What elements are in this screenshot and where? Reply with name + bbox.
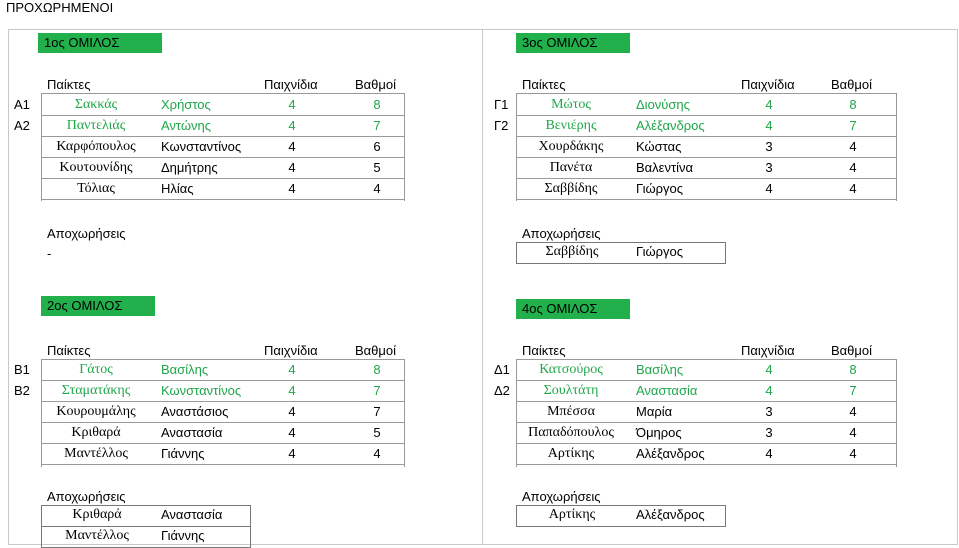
player-last-name: Σαββίδης: [544, 181, 598, 196]
games-count: 3: [765, 425, 773, 440]
player-first-name: Κώστας: [636, 139, 682, 154]
player-last-name: Καρφόπουλος: [56, 139, 136, 154]
points-count: 7: [373, 118, 381, 133]
games-count: 4: [288, 425, 296, 440]
player-first-name: Όμηρος: [636, 425, 682, 440]
games-count: 3: [765, 139, 773, 154]
player-last-name: Κατσούρος: [539, 362, 603, 377]
player-first-name: Αναστάσιος: [161, 404, 229, 419]
player-last-name: Τόλιας: [77, 181, 115, 196]
player-last-name: Μαντέλλος: [64, 446, 128, 461]
player-last-name: Σακκάς: [74, 97, 118, 112]
player-last-name: Παπαδόπουλος: [528, 425, 614, 440]
games-count: 4: [288, 181, 296, 196]
player-first-name: Γιάννης: [161, 446, 205, 461]
qualifier-code: Δ1: [494, 362, 510, 377]
header-players: Παίκτες: [522, 77, 566, 92]
withdrawals-label: Αποχωρήσεις: [47, 226, 126, 241]
games-count: 4: [288, 97, 296, 112]
group-banner: 4ος ΟΜΙΛΟΣ: [516, 299, 630, 319]
games-count: 4: [765, 118, 773, 133]
withdrawn-last-name: Μαντέλλος: [65, 528, 129, 543]
games-count: 4: [765, 383, 773, 398]
player-first-name: Αλέξανδρος: [636, 446, 705, 461]
player-first-name: Αναστασία: [161, 425, 223, 440]
player-first-name: Αλέξανδρος: [636, 118, 705, 133]
qualifier-code: Α2: [14, 118, 30, 133]
header-points: Βαθμοί: [355, 77, 397, 92]
points-count: 5: [373, 160, 381, 175]
withdrawals-label: Αποχωρήσεις: [522, 226, 601, 241]
player-first-name: Βαλεντίνα: [636, 160, 694, 175]
qualifier-code: Α1: [14, 97, 30, 112]
games-count: 4: [288, 446, 296, 461]
games-count: 4: [765, 446, 773, 461]
points-count: 7: [373, 404, 381, 419]
points-count: 4: [849, 160, 857, 175]
games-count: 4: [288, 118, 296, 133]
points-count: 7: [849, 383, 857, 398]
header-points: Βαθμοί: [355, 343, 397, 358]
table-border: [41, 93, 404, 94]
withdrawn-first-name: Γιάννης: [161, 528, 205, 543]
header-points: Βαθμοί: [831, 343, 873, 358]
withdrawals-label: Αποχωρήσεις: [522, 489, 601, 504]
points-count: 6: [373, 139, 381, 154]
player-first-name: Διονύσης: [636, 97, 690, 112]
points-count: 8: [849, 97, 857, 112]
player-first-name: Βασίλης: [161, 362, 209, 377]
player-last-name: Αρτίκης: [547, 446, 595, 461]
withdrawals-none: -: [47, 246, 52, 261]
player-first-name: Αντώνης: [161, 118, 212, 133]
qualifier-code: Γ1: [494, 97, 509, 112]
games-count: 4: [288, 160, 296, 175]
points-count: 4: [373, 181, 381, 196]
player-last-name: Βενιέρης: [545, 118, 597, 133]
withdrawn-first-name: Γιώργος: [636, 244, 684, 259]
points-count: 8: [373, 362, 381, 377]
player-first-name: Μαρία: [636, 404, 673, 419]
withdrawals-label: Αποχωρήσεις: [47, 489, 126, 504]
header-players: Παίκτες: [47, 343, 91, 358]
header-games: Παιχνίδια: [264, 77, 318, 92]
qualifier-code: Γ2: [494, 118, 509, 133]
player-last-name: Σουλτάτη: [543, 383, 599, 398]
table-border: [404, 93, 405, 201]
games-count: 4: [288, 139, 296, 154]
header-players: Παίκτες: [522, 343, 566, 358]
points-count: 7: [373, 383, 381, 398]
withdrawn-last-name: Αρτίκης: [548, 507, 596, 522]
games-count: 4: [765, 362, 773, 377]
player-last-name: Πανέτα: [549, 160, 593, 175]
withdrawn-last-name: Κριθαρά: [72, 507, 122, 522]
points-count: 4: [849, 425, 857, 440]
group-banner: 3ος ΟΜΙΛΟΣ: [516, 33, 630, 53]
player-last-name: Μώτος: [551, 97, 591, 112]
player-first-name: Βασίλης: [636, 362, 684, 377]
player-last-name: Κουτουνίδης: [59, 160, 133, 175]
player-last-name: Χουρδάκης: [538, 139, 604, 154]
games-count: 4: [765, 181, 773, 196]
header-points: Βαθμοί: [831, 77, 873, 92]
points-count: 4: [849, 181, 857, 196]
withdrawn-last-name: Σαββίδης: [545, 244, 599, 259]
points-count: 7: [849, 118, 857, 133]
games-count: 3: [765, 160, 773, 175]
games-count: 4: [288, 362, 296, 377]
points-count: 8: [373, 97, 381, 112]
player-first-name: Δημήτρης: [161, 160, 218, 175]
table-border: [516, 93, 896, 94]
qualifier-code: Δ2: [494, 383, 510, 398]
games-count: 4: [765, 97, 773, 112]
table-border: [404, 359, 405, 467]
player-last-name: Μπέσσα: [547, 404, 595, 419]
player-last-name: Σταματάκης: [61, 383, 131, 398]
qualifier-code: Β2: [14, 383, 30, 398]
points-count: 4: [849, 446, 857, 461]
games-count: 4: [288, 383, 296, 398]
player-first-name: Γιώργος: [636, 181, 684, 196]
qualifier-code: Β1: [14, 362, 30, 377]
player-first-name: Χρήστος: [161, 97, 211, 112]
header-games: Παιχνίδια: [741, 77, 795, 92]
player-first-name: Κωνσταντίνος: [161, 139, 242, 154]
table-border: [896, 93, 897, 201]
withdrawn-first-name: Αλέξανδρος: [636, 507, 705, 522]
group-banner: 1ος ΟΜΙΛΟΣ: [38, 33, 162, 53]
player-first-name: Ηλίας: [161, 181, 194, 196]
games-count: 3: [765, 404, 773, 419]
player-first-name: Αναστασία: [636, 383, 698, 398]
header-games: Παιχνίδια: [741, 343, 795, 358]
table-border: [896, 359, 897, 467]
points-count: 8: [849, 362, 857, 377]
points-count: 4: [849, 404, 857, 419]
player-last-name: Κριθαρά: [71, 425, 121, 440]
player-first-name: Κωνσταντίνος: [161, 383, 242, 398]
header-games: Παιχνίδια: [264, 343, 318, 358]
group-banner: 2ος ΟΜΙΛΟΣ: [41, 296, 155, 316]
points-count: 4: [373, 446, 381, 461]
player-last-name: Γάτος: [79, 362, 113, 377]
player-last-name: Κουρουμάλης: [56, 404, 136, 419]
games-count: 4: [288, 404, 296, 419]
points-count: 4: [849, 139, 857, 154]
page-title: ΠΡΟΧΩΡΗΜΕΝΟΙ: [6, 0, 114, 15]
header-players: Παίκτες: [47, 77, 91, 92]
points-count: 5: [373, 425, 381, 440]
withdrawn-first-name: Αναστασία: [161, 507, 223, 522]
player-last-name: Παντελιάς: [66, 118, 126, 133]
